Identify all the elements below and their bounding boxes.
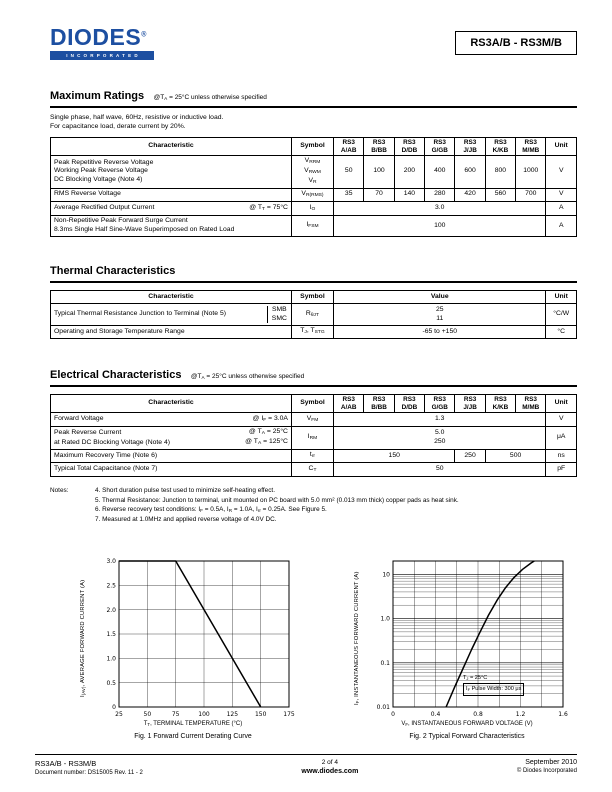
table-row (51, 215, 577, 237)
col-characteristic: Characteristic (51, 291, 292, 304)
fig1-x-axis-title: $T_T$, TERMINAL TEMPERATURE (°C) (143, 720, 243, 727)
symbol-cell: $V_{RRM}$ $V_{RWM}$ $V_R$ (291, 155, 333, 188)
table-row (51, 413, 577, 427)
col-part-5: RS3 K/KB (485, 395, 515, 413)
value-cell: 35 (334, 188, 364, 202)
table-header-row (51, 138, 577, 156)
fig1-derating-chart (91, 555, 295, 721)
value-cell: 150 (334, 449, 455, 463)
section-title: Thermal Characteristics (50, 265, 176, 278)
value-cell: 5.0 250 (334, 426, 546, 449)
svg-text:25: 25 (115, 710, 123, 718)
footer-center (301, 759, 358, 775)
svg-text:0.4: 0.4 (430, 710, 441, 718)
characteristic-cell: Peak Reverse Current @ $T_A = 25^\circ C$ at Rated DC Blocking Voltage (Note 4) @ $T_A = 125^\circ C$ (51, 426, 292, 449)
value-cell: 600 (455, 155, 485, 188)
value-cell: 280 (425, 188, 455, 202)
col-unit: Unit (546, 291, 577, 304)
maximum-ratings-table (50, 137, 577, 237)
symbol-cell: $V_{FM}$ (291, 413, 333, 427)
unit-cell: A (546, 202, 577, 216)
characteristic-cell: Operating and Storage Temperature Range (51, 325, 292, 339)
value-cell: 140 (394, 188, 424, 202)
unit-cell: °C (546, 325, 577, 339)
table-row (51, 426, 577, 449)
logo-incorporated-bar: INCORPORATED (50, 51, 154, 60)
symbol-cell: $I_O$ (291, 202, 333, 216)
col-part-6: RS3 M/MB (516, 138, 546, 156)
package-labels: SMB SMC (267, 306, 291, 324)
fig2-annotation-pulse-width: $I_F$ Pulse Width: 300 μs (463, 683, 524, 696)
registered-mark-icon: ® (141, 31, 147, 39)
symbol-cell: $I_{FSM}$ (291, 215, 333, 237)
col-value: Value (333, 291, 546, 304)
footer-website: www.diodes.com (301, 768, 359, 775)
col-part-4: RS3 J/JB (455, 138, 485, 156)
svg-text:75: 75 (171, 710, 180, 718)
characteristic-cell: Maximum Recovery Time (Note 6) (51, 449, 292, 463)
notes-list (95, 486, 459, 525)
col-part-0: RS3 A/AB (334, 395, 364, 413)
logo-wordmark: DIODES® (50, 24, 147, 50)
symbol-cell: $V_{R(RMS)}$ (291, 188, 333, 202)
col-characteristic: Characteristic (51, 138, 292, 156)
value-cell: 560 (485, 188, 515, 202)
unit-cell: °C/W (546, 304, 577, 326)
value-cell: 1.3 (334, 413, 546, 427)
value-cell: 420 (455, 188, 485, 202)
section-electrical-characteristics (50, 365, 577, 477)
fig2-annotation (463, 673, 524, 696)
note-item: 6. Reverse recovery test conditions: $I_F = 0.5A$, $I_R = 1.0A$, $I_{rr} = 0.25A$. See Figure 5. (95, 506, 327, 514)
fig2-x-axis-title: $V_F$, INSTANTANEOUS FORWARD VOLTAGE (V) (401, 720, 533, 727)
value-cell: 3.0 (334, 202, 546, 216)
col-part-6: RS3 M/MB (516, 395, 546, 413)
table-row (51, 188, 577, 202)
svg-text:1.0: 1.0 (380, 615, 390, 623)
fig1-caption: Fig. 1 Forward Current Derating Curve (134, 732, 252, 740)
symbol-cell: $C_T$ (291, 463, 333, 477)
unit-cell: pF (546, 463, 577, 477)
value-cell: 250 (455, 449, 485, 463)
col-symbol: Symbol (291, 138, 333, 156)
footer-part-number: RS3A/B - RS3M/B (35, 759, 97, 768)
col-symbol: Symbol (291, 291, 333, 304)
fig2-caption: Fig. 2 Typical Forward Characteristics (409, 732, 525, 740)
col-part-2: RS3 D/DB (394, 395, 424, 413)
svg-text:10: 10 (382, 571, 390, 579)
footer-right (517, 759, 577, 774)
figure-1 (80, 555, 295, 740)
svg-text:1.6: 1.6 (558, 710, 568, 718)
svg-text:0.1: 0.1 (380, 659, 390, 667)
table-row (51, 202, 577, 216)
table-header-row (51, 395, 577, 413)
table-row (51, 325, 577, 339)
col-part-0: RS3 A/AB (334, 138, 364, 156)
col-characteristic: Characteristic (51, 395, 292, 413)
page-header (50, 26, 577, 60)
fig1-plot-area (91, 555, 295, 740)
footer-page-number: 2 of 4 (321, 759, 338, 766)
col-part-3: RS3 G/GB (425, 395, 455, 413)
electrical-characteristics-table (50, 394, 577, 477)
svg-text:1.5: 1.5 (106, 631, 116, 639)
value-cell: 50 (334, 155, 364, 188)
svg-text:0: 0 (391, 710, 395, 718)
unit-cell: ns (546, 449, 577, 463)
value-cell: 400 (425, 155, 455, 188)
section-heading (50, 261, 577, 283)
section-subtitle: $@T_A = 25^\circ C$ unless otherwise specified (153, 93, 267, 101)
value-cell: 50 (334, 463, 546, 477)
col-unit: Unit (546, 138, 577, 156)
unit-cell: A (546, 215, 577, 237)
svg-text:1.2: 1.2 (515, 710, 526, 718)
unit-cell: V (546, 188, 577, 202)
section-subtitle: $@T_A = 25^\circ C$ unless otherwise specified (190, 373, 305, 381)
value-cell: 100 (334, 215, 546, 237)
section-title: Maximum Ratings (50, 89, 145, 102)
figure-2 (354, 555, 569, 740)
value-cell: -65 to +150 (333, 325, 546, 339)
col-part-4: RS3 J/JB (455, 395, 485, 413)
characteristic-cell: RMS Reverse Voltage (51, 188, 292, 202)
value-cell: 100 (364, 155, 394, 188)
section-thermal-characteristics (50, 261, 577, 339)
svg-text:0: 0 (112, 704, 116, 712)
section-heading (50, 365, 577, 387)
characteristic-cell: Forward Voltage @ $I_F = 3.0A$ (51, 413, 292, 427)
notes-block (50, 486, 577, 525)
symbol-cell: $I_{RM}$ (291, 426, 333, 449)
value-cell: 700 (516, 188, 546, 202)
footer-left (35, 759, 143, 776)
svg-text:2.0: 2.0 (106, 606, 116, 614)
note-item: 7. Measured at 1.0MHz and applied reverse voltage of 4.0V DC. (95, 516, 277, 524)
svg-text:3.0: 3.0 (106, 558, 116, 566)
notes-label: Notes: (50, 486, 69, 494)
svg-text:50: 50 (143, 710, 152, 718)
note-item: 5. Thermal Resistance: Junction to terminal, unit mounted on PC board with 5.0 $mm^2$ (0.013 mm thick) copper pads as heat sink. (95, 495, 459, 504)
intro-text: Single phase, half wave, 60Hz, resistive or inductive load. For capacitance load, derate current by 20%. (50, 113, 224, 131)
symbol-cell: $T_J$, $T_{STG}$ (291, 325, 333, 339)
table-row (51, 304, 577, 326)
characteristic-cell: Peak Repetitive Reverse Voltage Working Peak Reverse Voltage DC Blocking Voltage (Note 4) (51, 155, 292, 188)
fig2-annotation-temp: $T_J = 25^\circ C$ (463, 674, 488, 681)
unit-cell: μA (546, 426, 577, 449)
col-symbol: Symbol (291, 395, 333, 413)
characteristic-cell: Non-Repetitive Peak Forward Surge Current 8.3ms Single Half Sine-Wave Superimposed on Rated Load (51, 215, 292, 237)
col-part-2: RS3 D/DB (394, 138, 424, 156)
col-part-3: RS3 G/GB (425, 138, 455, 156)
section-heading (50, 86, 577, 108)
section-maximum-ratings (50, 86, 577, 238)
symbol-cell: $t_{rr}$ (291, 449, 333, 463)
col-part-1: RS3 B/BB (364, 395, 394, 413)
thermal-characteristics-table (50, 290, 577, 339)
col-part-1: RS3 B/BB (364, 138, 394, 156)
footer-document-number: Document number: DS15005 Rev. 11 - 2 (35, 770, 143, 776)
svg-text:150: 150 (254, 710, 267, 718)
table-row (51, 449, 577, 463)
value-cell: 500 (485, 449, 546, 463)
symbol-cell: $R_{\theta JT}$ (291, 304, 333, 326)
value-cell: 1000 (516, 155, 546, 188)
note-item: 4. Short duration pulse test used to minimize self-heating effect. (95, 486, 275, 494)
fig1-y-axis-title: $I_{(AV)}$, AVERAGE FORWARD CURRENT (A) (80, 579, 87, 697)
svg-text:100: 100 (198, 710, 210, 718)
value-cell: 200 (394, 155, 424, 188)
col-unit: Unit (546, 395, 577, 413)
svg-text:0.8: 0.8 (473, 710, 483, 718)
section-title: Electrical Characteristics (50, 369, 182, 382)
characteristic-cell: Typical Thermal Resistance Junction to Terminal (Note 5) SMB SMC (51, 304, 292, 326)
value-cell: 800 (485, 155, 515, 188)
value-cell: 25 11 (333, 304, 546, 326)
unit-cell: V (546, 413, 577, 427)
svg-text:1.0: 1.0 (106, 655, 116, 663)
table-header-row (51, 291, 577, 304)
table-row (51, 155, 577, 188)
fig2-plot-area (365, 555, 569, 740)
footer-date: September 2010 (525, 759, 577, 766)
characteristic-cell: Average Rectified Output Current @ $T_T = 75^\circ C$ (51, 202, 292, 216)
fig2-y-axis-title: $I_F$, INSTANTANEOUS FORWARD CURRENT (A) (354, 571, 361, 705)
value-cell: 70 (364, 188, 394, 202)
unit-cell: V (546, 155, 577, 188)
characteristic-cell: Typical Total Capacitance (Note 7) (51, 463, 292, 477)
diodes-logo (50, 26, 154, 60)
footer-copyright: © Diodes Incorporated (516, 768, 577, 774)
figures-row (50, 555, 577, 740)
part-number-box: RS3A/B - RS3M/B (455, 31, 577, 55)
col-part-5: RS3 K/KB (485, 138, 515, 156)
svg-text:0.5: 0.5 (106, 679, 116, 687)
page-footer (35, 754, 577, 776)
svg-text:0.01: 0.01 (376, 704, 390, 712)
table-row (51, 463, 577, 477)
svg-text:175: 175 (283, 710, 295, 718)
svg-text:2.5: 2.5 (106, 582, 116, 590)
svg-text:125: 125 (226, 710, 239, 718)
